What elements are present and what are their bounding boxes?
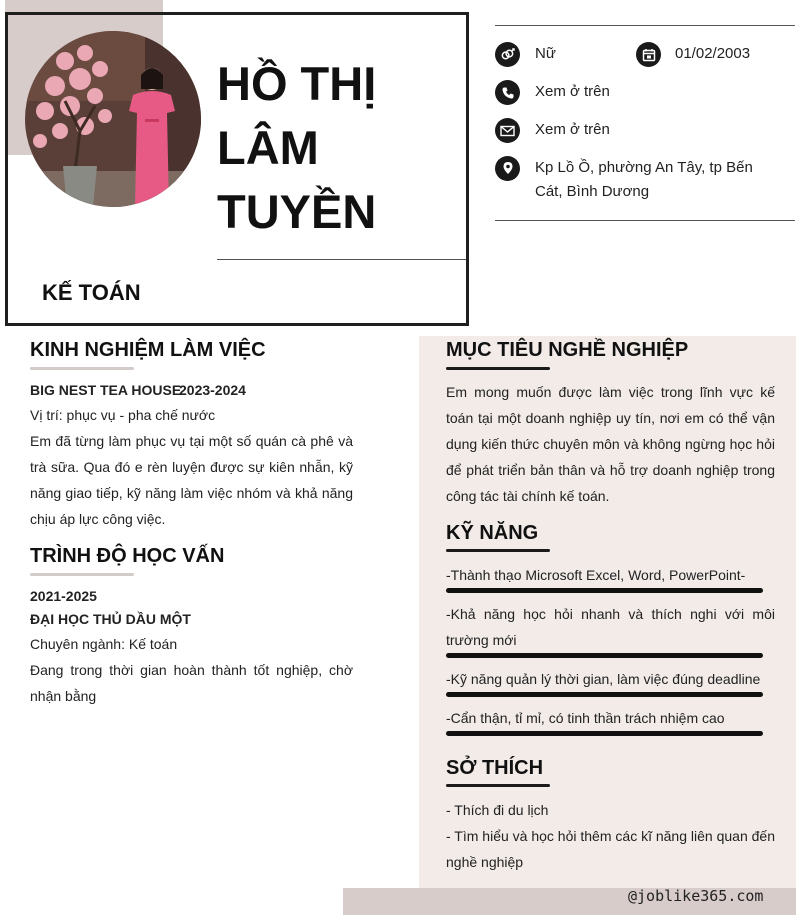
email-value: Xem ở trên [535,121,610,138]
contact-divider-bottom [495,220,795,221]
skill-item: -Thành thạo Microsoft Excel, Word, PowerPoint- [446,567,746,583]
objective-title: MỤC TIÊU NGHỀ NGHIỆP [446,339,689,361]
location-icon [495,156,520,181]
skill-bar [446,692,763,697]
hobbies-underline [446,784,550,787]
name-line-2: LÂM [217,121,319,174]
phone-value: Xem ở trên [535,83,610,100]
address-value: Kp Lồ Ồ, phường An Tây, tp Bến Cát, Bình Dương [535,159,753,200]
education-title: TRÌNH ĐỘ HỌC VẤN [30,545,225,567]
candidate-name [217,52,457,244]
education-period: 2021-2025 [30,588,97,604]
contact-divider-top [495,25,795,26]
experience-description: Em đã từng làm phục vụ tại một số quán cà phê và trà sữa. Qua đó e rèn luyện được sự kiên nhẫn, kỹ năng giao tiếp, kỹ năng làm việc nhóm và khả năng chịu áp lực công việc. [30,433,353,527]
education-status: Đang trong thời gian hoàn thành tốt nghiệp, chờ nhận bằng [30,662,353,704]
skills-title: KỸ NĂNG [446,522,539,544]
experience-company: BIG NEST TEA HOUSE [30,382,182,398]
hobby-item: - Thích đi du lịch [446,802,549,818]
footer-watermark: @joblike365.com [628,887,764,905]
skill-item: -Kỹ năng quản lý thời gian, làm việc đúng deadline [446,671,761,687]
skill-bar [446,653,763,658]
name-line-3: TUYỀN [217,185,377,238]
skill-item: -Cẩn thận, tỉ mỉ, có tinh thần trách nhiệm cao [446,710,725,726]
gender-value: Nữ [535,45,556,62]
experience-position: Vị trí: phục vụ - pha chế nước [30,407,216,423]
skill-item: -Khả năng học hỏi nhanh và thích nghi với môi trường mới [446,606,775,648]
profile-photo [25,31,201,207]
experience-title: KINH NGHIỆM LÀM VIỆC [30,339,266,361]
phone-icon [495,80,520,105]
skill-bar [446,731,763,736]
education-school: ĐẠI HỌC THỦ DẦU MỘT [30,611,191,627]
email-icon [495,118,520,143]
hobbies-title: SỞ THÍCH [446,757,544,779]
education-major: Chuyên ngành: Kế toán [30,636,178,652]
objective-underline [446,367,550,370]
name-line-1: HỒ THỊ [217,57,377,110]
name-divider [217,259,466,260]
education-underline [30,573,134,576]
gender-icon [495,42,520,67]
hobby-item: - Tìm hiểu và học hỏi thêm các kĩ năng liên quan đến nghề nghiệp [446,828,775,870]
job-title: KẾ TOÁN [42,280,141,305]
experience-underline [30,367,134,370]
skills-underline [446,549,550,552]
birthdate-value: 01/02/2003 [675,45,751,62]
skill-bar [446,588,763,593]
objective-text: Em mong muốn được làm việc trong lĩnh vực kế toán tại một doanh nghiệp uy tín, nơi em có thể vận dụng kiến thức chuyên môn và không ngừng học hỏi để phát triển bản thân và hỗ trợ doanh nghiệp trong công tác tài chính kế toán. [446,384,775,504]
calendar-icon [636,42,661,67]
experience-period: 2023-2024 [179,382,246,398]
